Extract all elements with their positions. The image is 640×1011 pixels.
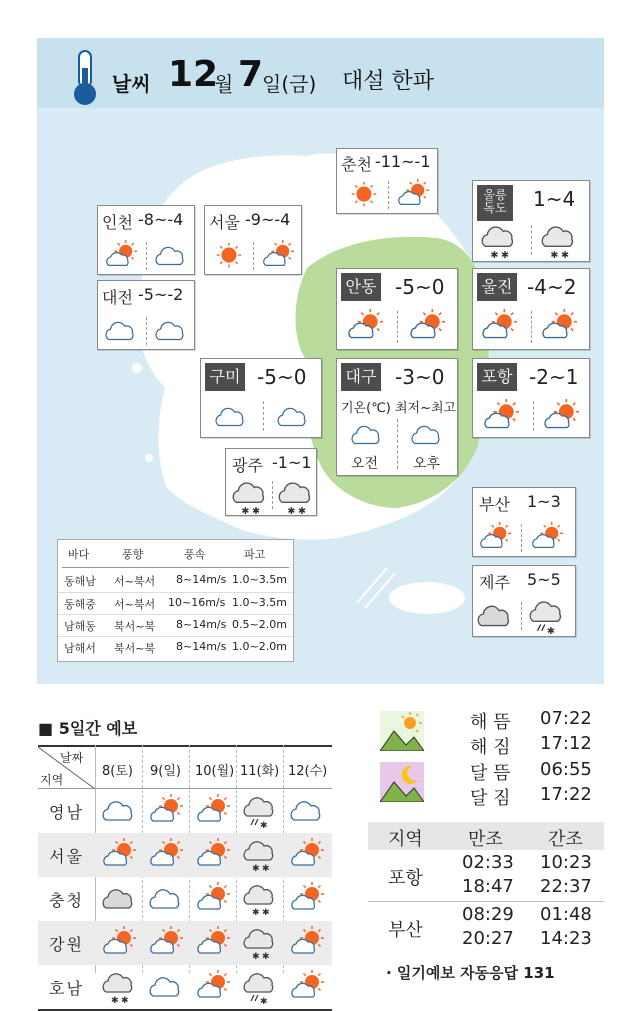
moonrise-time: 06:55 [540,759,592,780]
header-month: 12 [168,54,219,95]
tide-table [368,822,604,954]
legend-caption: 기온(℃) 최저~최고 [341,401,457,416]
sun-mountain-icon [380,711,424,751]
day-header: 12(수) [288,764,328,779]
svg-text:✱: ✱ [252,908,260,916]
forecast-weather-icon [243,794,277,828]
sea-cell: 8~14m/s [176,618,227,631]
city-name: 서울 [209,213,240,232]
forecast-weather-icon [243,970,277,1004]
pm-weather-icon [409,419,445,451]
svg-text:✱: ✱ [490,249,499,259]
moonrise-label: 달 뜸 [470,763,511,784]
pm-weather-icon [153,315,189,347]
sea-cell: 북서~북 [114,620,156,633]
header-headline: 대설 한파 [342,69,435,94]
city-name-line2: 독도 [483,201,507,215]
day-header: 9(일) [150,764,181,779]
sea-cell: 서~북서 [114,598,156,611]
forecast-weather-icon [149,794,183,828]
forecast-weather-icon [243,882,277,916]
city-name-line1: 울릉 [483,188,507,202]
forecast-weather-icon [149,838,183,872]
city-name-box [341,273,381,301]
am-weather-icon [210,240,246,272]
sea-header: 바다 [68,548,90,561]
forecast-weather-icon [196,926,230,960]
sea-row [58,614,293,636]
header-day: 7 [238,54,264,95]
am-weather-icon [349,419,385,451]
sea-cell: 서~북서 [114,575,156,588]
svg-text:✱: ✱ [260,997,268,1004]
sea-header: 파고 [244,548,266,561]
tide-place: 부산 [388,920,423,941]
forecast-weather-icon [196,970,230,1004]
am-weather-icon [483,399,519,435]
svg-text:✱: ✱ [298,505,307,515]
city-card-seoul [204,205,302,275]
city-card-ulleung [472,180,590,262]
forecast-row [38,965,332,1011]
tide-header-row [368,822,604,850]
forecast-weather-icon [149,926,183,960]
sea-row [58,592,293,614]
city-temp: -3~0 [395,365,445,389]
city-temp: -9~-4 [245,210,291,229]
forecast-region: 영남 [49,803,84,822]
city-name: 울진 [481,277,513,296]
forecast-weather-icon [102,882,136,916]
city-temp: -5~0 [257,365,307,389]
forecast-weather-icon [243,926,277,960]
pm-weather-icon [275,401,311,433]
legend-pm: 오후 [413,456,441,472]
sea-cell: 8~14m/s [176,573,227,586]
svg-text:✱: ✱ [561,249,570,259]
thermometer-icon [66,48,106,108]
tide-high: 18:47 [462,876,514,897]
svg-text:✱: ✱ [287,505,296,515]
tide-low: 22:37 [540,876,592,897]
forecast-weather-icon [290,794,324,828]
svg-text:✱: ✱ [501,249,510,259]
city-temp: -5~0 [395,275,445,299]
forecast-region: 강원 [49,935,84,954]
forecast-weather-icon [102,970,136,1004]
city-temp: -4~2 [527,275,577,299]
header-prefix: 날씨 [112,72,151,96]
moon-mountain-icon [380,762,424,802]
city-name: 인천 [102,213,133,232]
forecast-weather-icon [149,882,183,916]
forecast-region: 호남 [49,979,84,998]
sea-cell: 1.0~3.5m [232,596,287,609]
sea-header: 풍향 [122,548,144,561]
pm-weather-icon [543,399,579,435]
sea-header: 풍속 [184,548,206,561]
day-header: 10(월) [195,764,235,779]
svg-text:✱: ✱ [121,996,129,1004]
sea-cell: 남해서 [64,642,96,655]
forecast-weather-icon [290,882,324,916]
corner-bottom-label: 지역 [40,773,64,787]
city-card-gwangju [225,448,317,516]
city-name: 제주 [479,573,510,592]
city-name: 부산 [479,495,510,514]
city-name: 대구 [345,367,377,386]
city-card-jeju [472,565,576,637]
city-name-box [341,363,381,391]
svg-text:✱: ✱ [252,952,260,960]
day-header: 8(토) [102,764,133,779]
svg-text:✱: ✱ [252,505,261,515]
sea-row [58,570,293,592]
pm-weather-icon [395,179,431,211]
pm-weather-icon [529,522,565,554]
forecast-title: ■ 5일간 예보 [38,719,138,738]
am-weather-icon [477,522,513,554]
city-card-busan [472,487,576,557]
forecast-weather-icon [102,926,136,960]
svg-text:✱: ✱ [262,952,270,960]
am-weather-icon [347,309,383,345]
city-card-gumi [200,358,322,438]
sunrise-label: 해 뜸 [470,712,511,733]
moonset-time: 17:22 [540,784,592,805]
forecast-region: 서울 [49,847,84,866]
city-name: 광주 [232,456,263,475]
sunset-label: 해 짐 [470,737,511,758]
pm-weather-icon [541,223,577,259]
corner-top-label: 날짜 [60,751,84,765]
city-card-daegu [336,358,458,476]
tide-header: 간조 [548,829,583,850]
am-weather-icon [481,223,517,259]
sea-row [58,636,293,658]
pm-weather-icon [153,240,189,272]
forecast-weather-icon [196,794,230,828]
svg-text:✱: ✱ [262,864,270,872]
city-name-box [477,273,517,301]
sea-cell: 0.5~2.0m [232,618,287,631]
tide-low: 14:23 [540,928,592,949]
sea-cell: 동해중 [64,598,96,611]
svg-text:✱: ✱ [550,249,559,259]
svg-text:✱: ✱ [260,821,268,828]
tide-high: 20:27 [462,928,514,949]
am-weather-icon [103,315,139,347]
city-name-box [477,185,513,221]
city-card-uljin [472,268,590,350]
sea-cell: 8~14m/s [176,640,227,653]
sea-conditions-table [57,539,294,662]
forecast-row [38,789,332,833]
svg-text:✱: ✱ [252,864,260,872]
svg-text:✱: ✱ [111,996,119,1004]
city-name: 안동 [345,277,377,296]
city-name: 구미 [209,367,241,386]
forecast-weather-icon [290,970,324,1004]
tide-low: 01:48 [540,904,592,925]
forecast-weather-icon [196,882,230,916]
pm-weather-icon [409,309,445,345]
forecast-row [38,833,332,877]
sea-cell: 동해남 [64,575,96,588]
pm-weather-icon [278,479,314,515]
city-temp: -8~-4 [138,210,184,229]
moonset-label: 달 짐 [470,788,511,809]
am-weather-icon [103,240,139,272]
svg-text:✱: ✱ [547,626,555,634]
pm-weather-icon [260,240,296,272]
am-weather-icon [232,479,268,515]
am-weather-icon [345,179,381,211]
header-month-unit: 월 [214,72,234,96]
tide-header: 지역 [388,829,423,850]
forecast-weather-icon [102,794,136,828]
city-temp: 5~5 [527,570,561,589]
header-day-unit: 일(금) [262,72,317,96]
forecast-row [38,921,332,965]
svg-text:✱: ✱ [262,908,270,916]
forecast-weather-icon [196,838,230,872]
city-temp: 1~3 [527,492,561,511]
sea-cell: 남해동 [64,620,96,633]
svg-text:✱: ✱ [241,505,250,515]
sea-cell: 북서~북 [114,642,156,655]
tide-low: 10:23 [540,852,592,873]
city-card-chuncheon [336,148,438,214]
city-temp: 1~4 [533,187,576,211]
forecast-header-row [38,745,332,789]
legend-am: 오전 [351,456,379,472]
city-card-daejeon [97,280,195,350]
sunset-time: 17:12 [540,733,592,754]
tide-header: 만조 [468,829,503,850]
pm-weather-icon [529,598,565,634]
forecast-weather-icon [149,970,183,1004]
forecast-row [38,877,332,921]
forecast-weather-icon [243,838,277,872]
city-name: 포항 [481,367,513,386]
tide-high: 08:29 [462,904,514,925]
sea-cell: 1.0~3.5m [232,573,287,586]
am-weather-icon [213,401,249,433]
tide-high: 02:33 [462,852,514,873]
sea-cell: 10~16m/s [168,596,226,609]
city-name: 대전 [102,288,133,307]
city-name: 춘천 [341,155,372,174]
forecast-weather-icon [102,838,136,872]
city-temp: -5~-2 [138,285,184,304]
sea-cell: 1.0~2.0m [232,640,287,653]
am-weather-icon [481,309,517,345]
footer-hotline: · 일기예보 자동응답 131 [386,964,555,982]
city-card-incheon [97,205,195,275]
sea-header-row [58,543,293,565]
day-header: 11(화) [240,764,280,779]
city-card-pohang [472,358,590,438]
pm-weather-icon [541,309,577,345]
city-card-andong [336,268,458,350]
forecast-region: 충청 [49,891,84,910]
city-name-box [205,363,245,391]
forecast-weather-icon [290,926,324,960]
city-temp: -1~1 [272,453,312,472]
sunrise-time: 07:22 [540,708,592,729]
am-weather-icon [477,598,513,634]
page-header [40,40,600,110]
city-name-box [477,363,517,391]
tide-place: 포항 [388,868,423,889]
city-temp: -11~-1 [375,152,431,171]
forecast-weather-icon [290,838,324,872]
city-temp: -2~1 [529,365,579,389]
